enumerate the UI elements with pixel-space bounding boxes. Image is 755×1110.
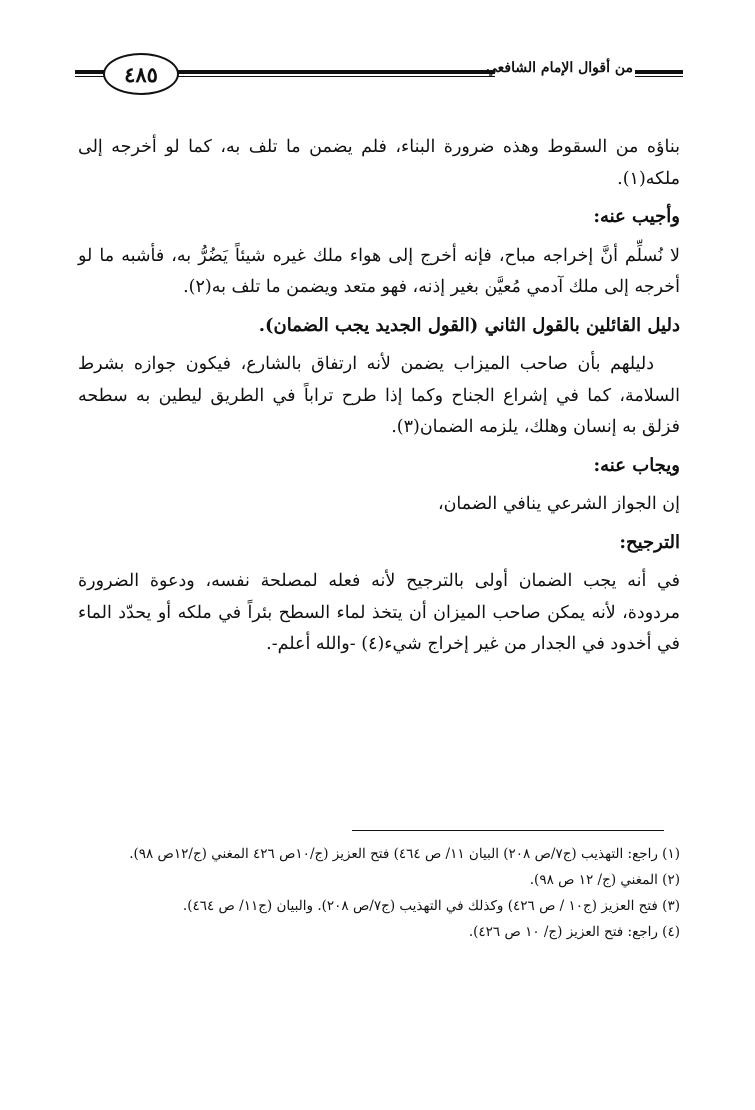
header-rule-right-thin [635, 76, 683, 77]
header-rule-right [635, 70, 683, 74]
header-rule-middle [173, 70, 495, 74]
header-rule-left-thin [75, 76, 105, 77]
footnote-4: (٤) راجع: فتح العزيز (ج/ ١٠ ص ٤٢٦). [468, 924, 680, 940]
paragraph-2: لا نُسلِّم أنَّ إخراجه مباح، فإنه أخرج إلى هواء ملك غيره شيئاً يَضُرُّ به، فأشبه ما لو أخرجه إلى ملك آدمي مُعيَّن بغير إذنه، فهو متعد ويضمن ما تلف به(٢). [78, 245, 680, 297]
running-title: من أقوال الإمام الشافعي [486, 60, 633, 76]
footnotes [78, 842, 680, 946]
paragraph-1: بناؤه من السقوط وهذه ضرورة البناء، فلم يضمن ما تلف به، كما لو أخرجه إلى ملكه(١). [78, 137, 680, 189]
footnote-1: (١) راجع: التهذيب (ج٧/ص ٢٠٨) البيان ١١/ ص ٤٦٤) فتح العزيز (ج/١٠ص ٤٢٦ المغني (ج/١٢ص ٩٨). [129, 846, 680, 862]
paragraph-5: في أنه يجب الضمان أولى بالترجيح لأنه فعله لمصلحة نفسه، ودعوة الضرورة مردودة، لأنه يمكن صاحب الميزان أن يتخذ لماء السطح بئراً في ملكه أو يحدّد الماء في أخدود في الجدار من غير إخراج شيء(٤) -والله أعلم-. [78, 571, 680, 654]
page-number: ٤٨٥ [103, 53, 179, 95]
main-text [78, 132, 680, 667]
heading-answer-1: وأجيب عنه: [593, 206, 680, 227]
page-header [75, 52, 685, 98]
header-rule-middle-thin [173, 76, 495, 77]
heading-tarjih: الترجيح: [619, 531, 680, 553]
heading-answer-2: ويجاب عنه: [593, 454, 680, 476]
heading-second-opinion-evidence: دليل القائلين بالقول الثاني (القول الجديد يجب الضمان). [258, 314, 680, 336]
footnote-2: (٢) المغني (ج/ ١٢ ص ٩٨). [529, 872, 680, 888]
footnote-separator [352, 830, 664, 831]
footnote-3: (٣) فتح العزيز (ج١٠ / ص ٤٢٦) وكذلك في التهذيب (ج٧/ص ٢٠٨). والبيان (ج١١/ ص ٤٦٤). [182, 898, 680, 914]
header-rule-left [75, 70, 105, 74]
paragraph-4: إن الجواز الشرعي ينافي الضمان، [437, 494, 680, 514]
paragraph-3: دليلهم بأن صاحب الميزاب يضمن لأنه ارتفاق بالشارع، فيكون جوازه بشرط السلامة، كما في إشراع الجناح وكما إذا طرح تراباً في الطريق ليطين به سطحه فزلق به إنسان وهلك، يلزمه الضمان(٣). [78, 354, 680, 437]
